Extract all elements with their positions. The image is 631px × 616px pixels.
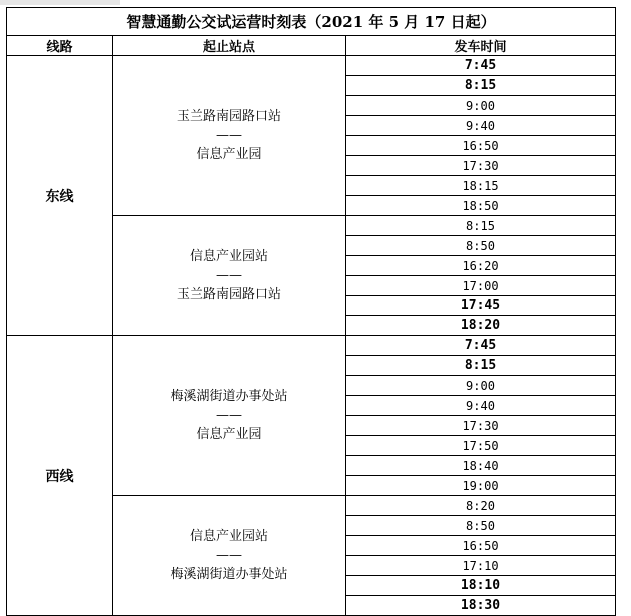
- stop-separator: ——: [216, 408, 242, 423]
- departure-time: 18:40: [346, 456, 616, 476]
- stop-from: 梅溪湖街道办事处站: [170, 389, 288, 404]
- departure-time: 8:15: [346, 76, 616, 96]
- departure-time: 7:45: [346, 336, 616, 356]
- line-name: 西线: [7, 336, 113, 616]
- departure-time: 8:50: [346, 236, 616, 256]
- route-stops: [113, 336, 346, 496]
- departure-time: 8:15: [346, 356, 616, 376]
- header-row: [7, 36, 616, 56]
- stop-from: 信息产业园站: [189, 529, 268, 544]
- timetable-body: [7, 8, 616, 616]
- table-row: [7, 336, 616, 356]
- header-line: 线路: [7, 36, 113, 56]
- departure-time: 16:20: [346, 256, 616, 276]
- table-title: 智慧通勤公交试运营时刻表（2021 年 5 月 17 日起）: [7, 8, 616, 36]
- departure-time: 18:50: [346, 196, 616, 216]
- departure-time: 7:45: [346, 56, 616, 76]
- departure-time: 17:00: [346, 276, 616, 296]
- departure-time: 18:15: [346, 176, 616, 196]
- title-row: [7, 8, 616, 36]
- departure-time: 8:15: [346, 216, 616, 236]
- stop-to: 信息产业园: [196, 427, 262, 442]
- line-name: 东线: [7, 56, 113, 336]
- stop-separator: ——: [216, 128, 242, 143]
- departure-time: 16:50: [346, 536, 616, 556]
- departure-time: 9:40: [346, 116, 616, 136]
- departure-time: 9:00: [346, 376, 616, 396]
- route-stops: [113, 496, 346, 616]
- departure-time: 18:20: [346, 316, 616, 336]
- departure-time: 17:50: [346, 436, 616, 456]
- timetable: [6, 7, 616, 616]
- departure-time: 17:45: [346, 296, 616, 316]
- stop-from: 玉兰路南园路口站: [176, 109, 281, 124]
- departure-time: 8:50: [346, 516, 616, 536]
- departure-time: 17:30: [346, 416, 616, 436]
- departure-time: 19:00: [346, 476, 616, 496]
- departure-time: 16:50: [346, 136, 616, 156]
- header-times: 发车时间: [346, 36, 616, 56]
- route-stops: [113, 56, 346, 216]
- route-stops: [113, 216, 346, 336]
- stop-separator: ——: [216, 548, 242, 563]
- stop-separator: ——: [216, 268, 242, 283]
- departure-time: 8:20: [346, 496, 616, 516]
- departure-time: 17:30: [346, 156, 616, 176]
- departure-time: 18:10: [346, 576, 616, 596]
- departure-time: 9:40: [346, 396, 616, 416]
- stop-to: 信息产业园: [196, 147, 262, 162]
- header-stops: 起止站点: [113, 36, 346, 56]
- stop-to: 玉兰路南园路口站: [176, 287, 281, 302]
- departure-time: 9:00: [346, 96, 616, 116]
- departure-time: 17:10: [346, 556, 616, 576]
- departure-time: 18:30: [346, 596, 616, 616]
- stop-from: 信息产业园站: [189, 249, 268, 264]
- stop-to: 梅溪湖街道办事处站: [170, 567, 288, 582]
- top-strip: [0, 0, 120, 5]
- table-row: [7, 56, 616, 76]
